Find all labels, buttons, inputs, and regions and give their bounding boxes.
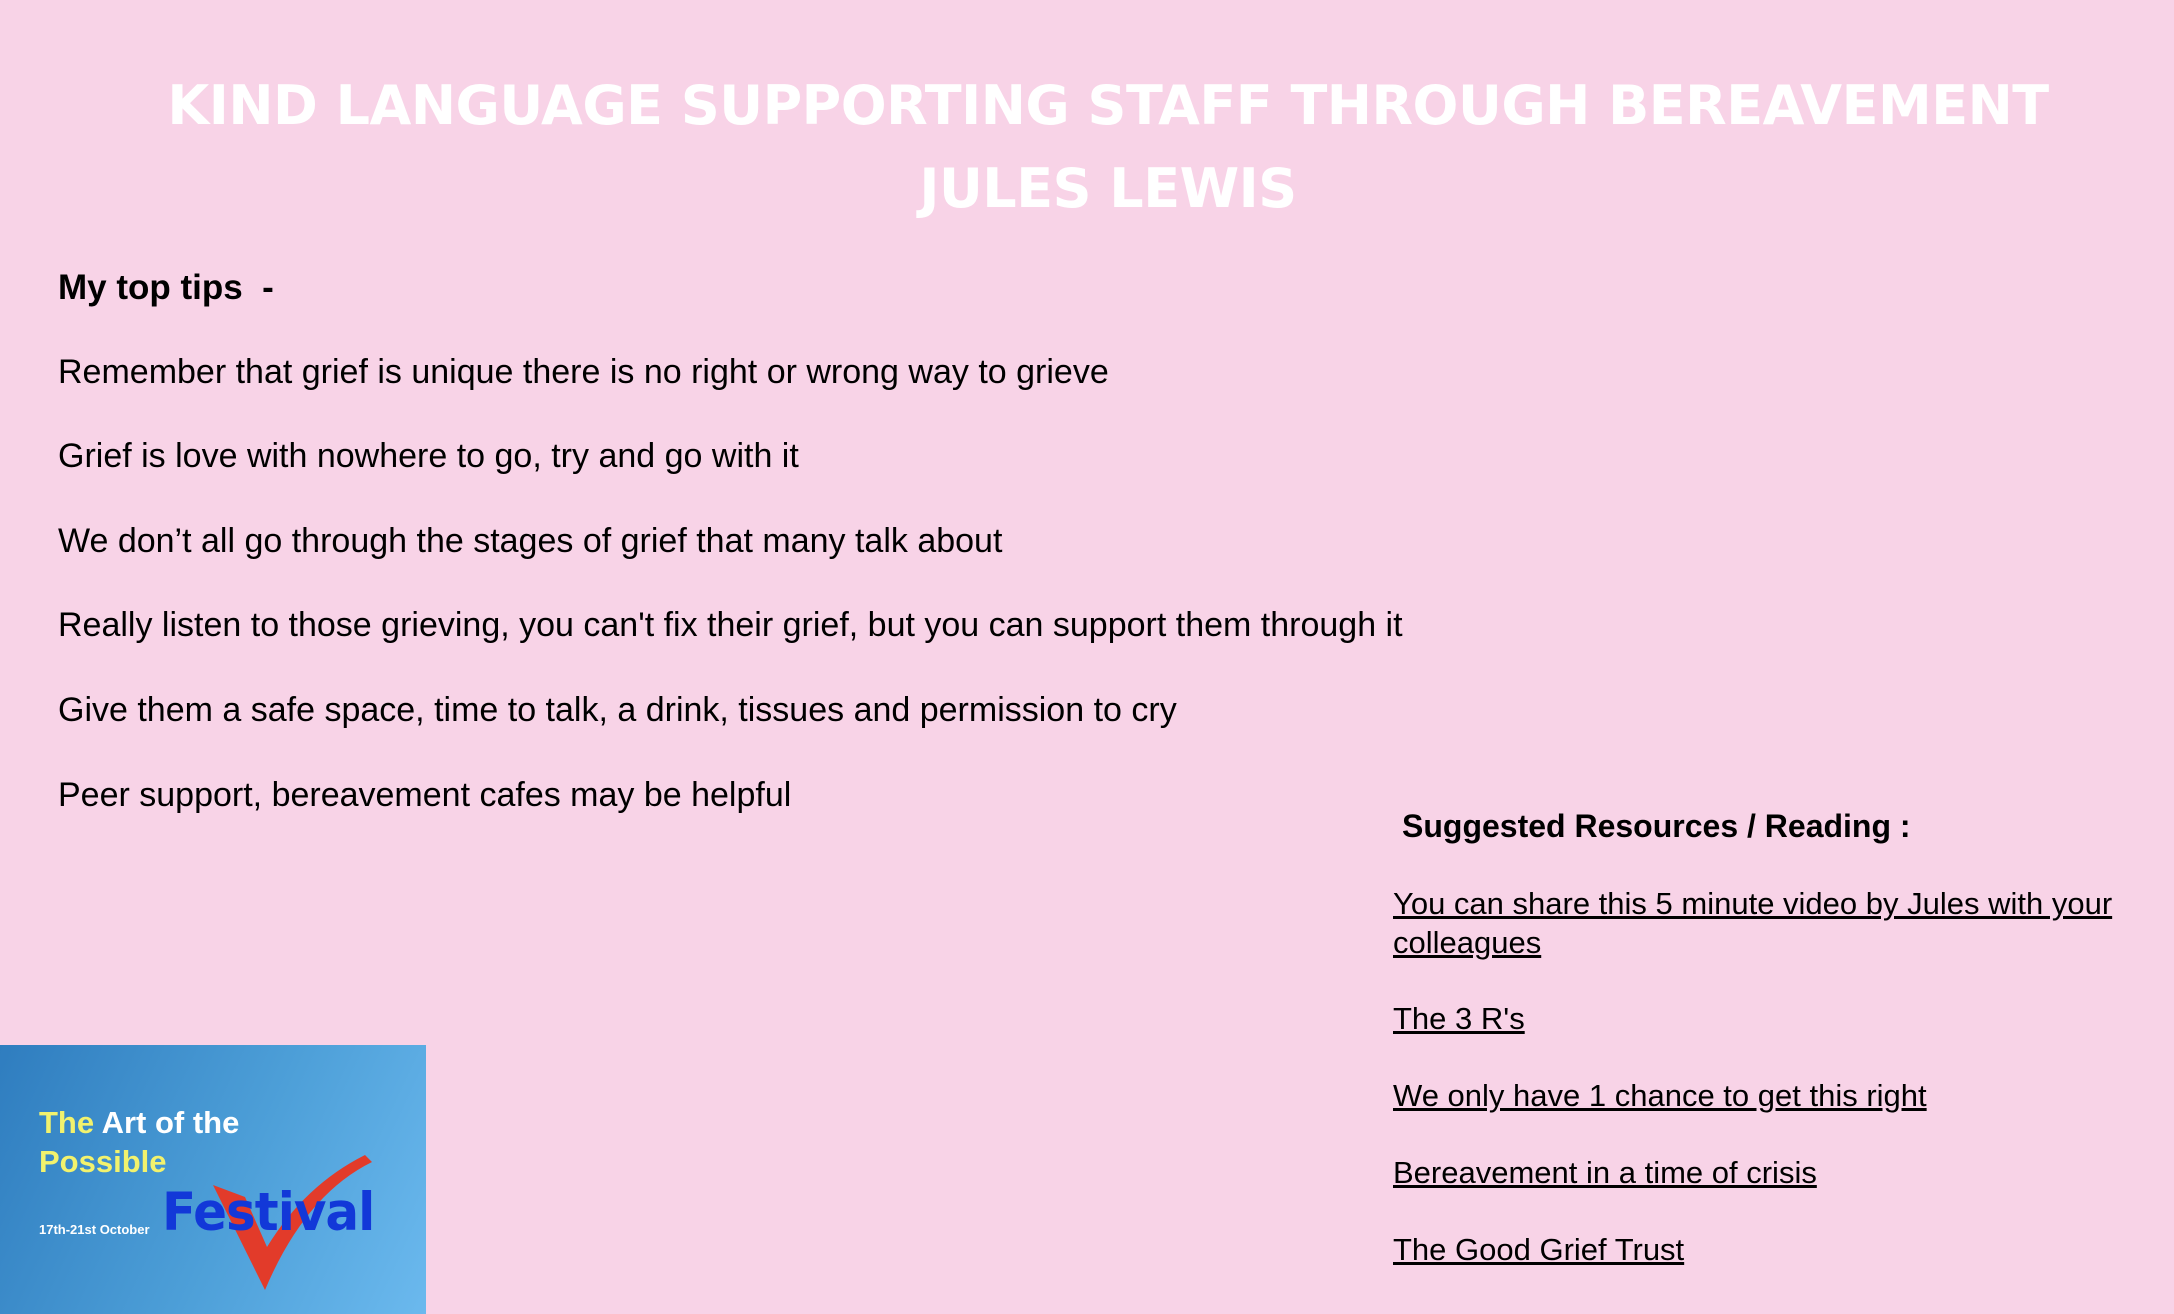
tip-item: Peer support, bereavement cafes may be helpful [58,776,792,814]
badge-dates: 17th-21st October [39,1222,150,1237]
slide-title: KIND LANGUAGE SUPPORTING STAFF THROUGH BEREAVEMENT [167,74,2049,137]
tip-item: Remember that grief is unique there is no right or wrong way to grieve [58,353,1109,391]
presenter-name: JULES LEWIS [919,157,1297,220]
resource-link-video[interactable]: You can share this 5 minute video by Jules with your colleagues [1393,886,2113,960]
tip-item: Give them a safe space, time to talk, a drink, tissues and permission to cry [58,691,1177,729]
tip-item: We don’t all go through the stages of grief that many talk about [58,522,1003,560]
resources-heading: Suggested Resources / Reading : [1402,808,1911,844]
resource-link-good-grief-trust[interactable]: The Good Grief Trust [1393,1232,1685,1267]
badge-title-line2: Possible [39,1144,167,1179]
resource-link-one-chance[interactable]: We only have 1 chance to get this right [1393,1078,1927,1113]
badge-title-line1: The Art of the [39,1105,240,1140]
resource-link-bereavement-crisis[interactable]: Bereavement in a time of crisis [1393,1155,1817,1190]
tip-item: Grief is love with nowhere to go, try and go with it [58,437,799,475]
badge-festival-word: Festival [162,1181,375,1243]
resource-link-3rs[interactable]: The 3 R's [1393,1001,1525,1036]
festival-badge [0,1045,426,1314]
tip-item: Really listen to those grieving, you can't fix their grief, but you can support them through it [58,606,1403,644]
tips-heading: My top tips - [58,268,274,307]
